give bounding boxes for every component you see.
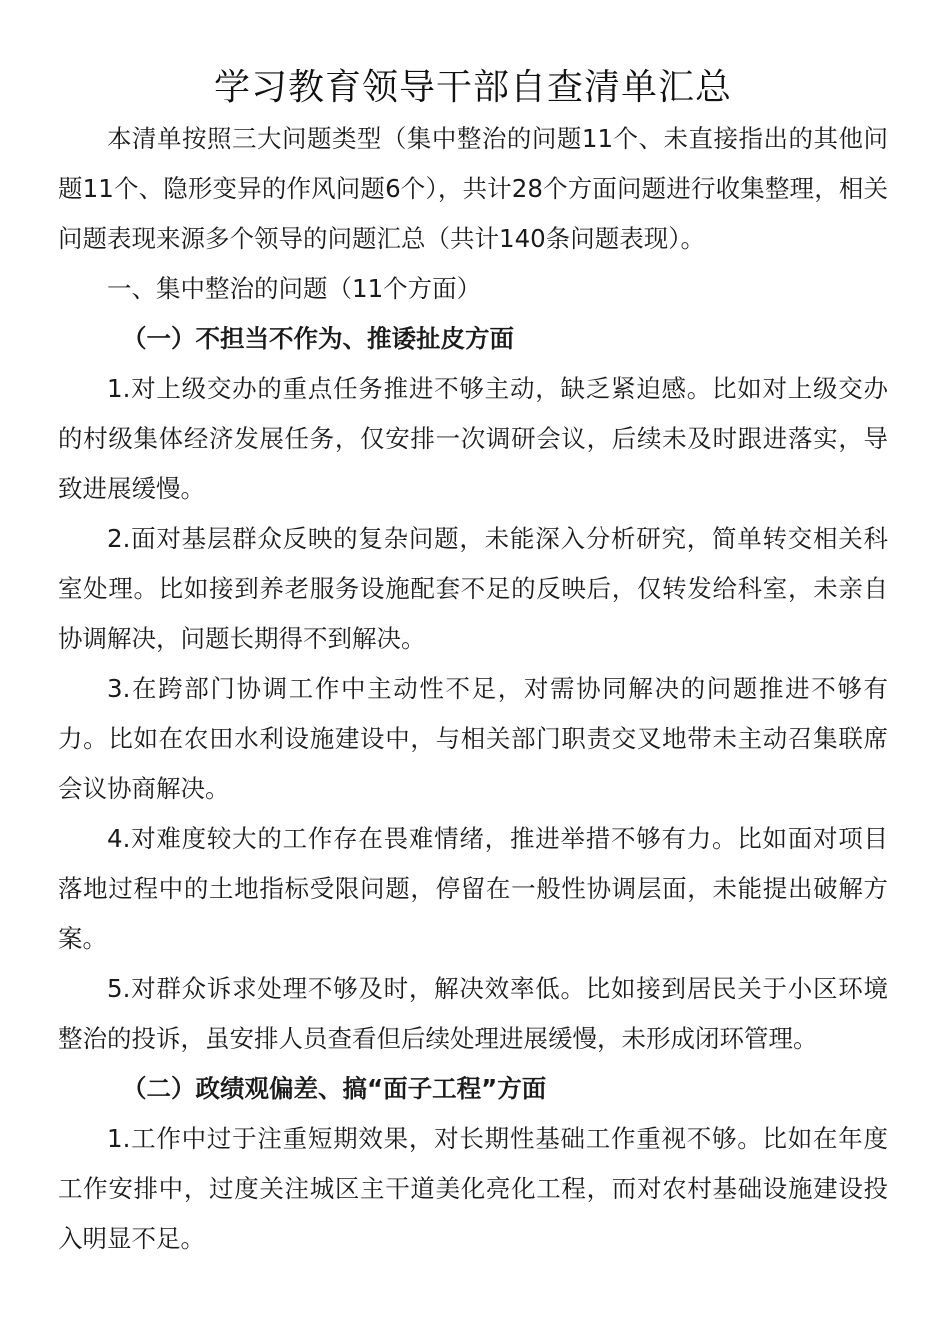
list-item: 1.对上级交办的重点任务推进不够主动，缺乏紧迫感。比如对上级交办的村级集体经济发展任务，仅安排一次调研会议，后续未及时跟进落实，导致进展缓慢。 [58, 374, 888, 503]
subsection-heading-1: （一）不担当不作为、推诿扯皮方面 [122, 324, 514, 353]
subsection-heading-2: （二）政绩观偏差、搞“面子工程”方面 [122, 1074, 547, 1103]
list-item: 5.对群众诉求处理不够及时，解决效率低。比如接到居民关于小区环境整治的投诉，虽安排人员查看但后续处理进展缓慢，未形成闭环管理。 [58, 974, 888, 1053]
list-item: 4.对难度较大的工作存在畏难情绪，推进举措不够有力。比如面对项目落地过程中的土地指标受限问题，停留在一般性协调层面，未能提出破解方案。 [58, 824, 888, 953]
list-item: 1.工作中过于注重短期效果，对长期性基础工作重视不够。比如在年度工作安排中，过度关注城区主干道美化亮化工程，而对农村基础设施建设投入明显不足。 [58, 1124, 888, 1253]
document-title: 学习教育领导干部自查清单汇总 [213, 67, 732, 108]
intro-paragraph: 本清单按照三大问题类型（集中整治的问题11个、未直接指出的其他问题11个、隐形变异的作风问题6个），共计28个方面问题进行收集整理，相关问题表现来源多个领导的问题汇总（共计140条问题表现）。 [58, 124, 888, 253]
list-item: 3.在跨部门协调工作中主动性不足，对需协同解决的问题推进不够有力。比如在农田水利设施建设中，与相关部门职责交叉地带未主动召集联席会议协商解决。 [58, 674, 888, 803]
section-heading-1: 一、集中整治的问题（11个方面） [107, 274, 482, 303]
list-item: 2.面对基层群众反映的复杂问题，未能深入分析研究，简单转交相关科室处理。比如接到养老服务设施配套不足的反映后，仅转发给科室，未亲自协调解决，问题长期得不到解决。 [58, 524, 888, 653]
